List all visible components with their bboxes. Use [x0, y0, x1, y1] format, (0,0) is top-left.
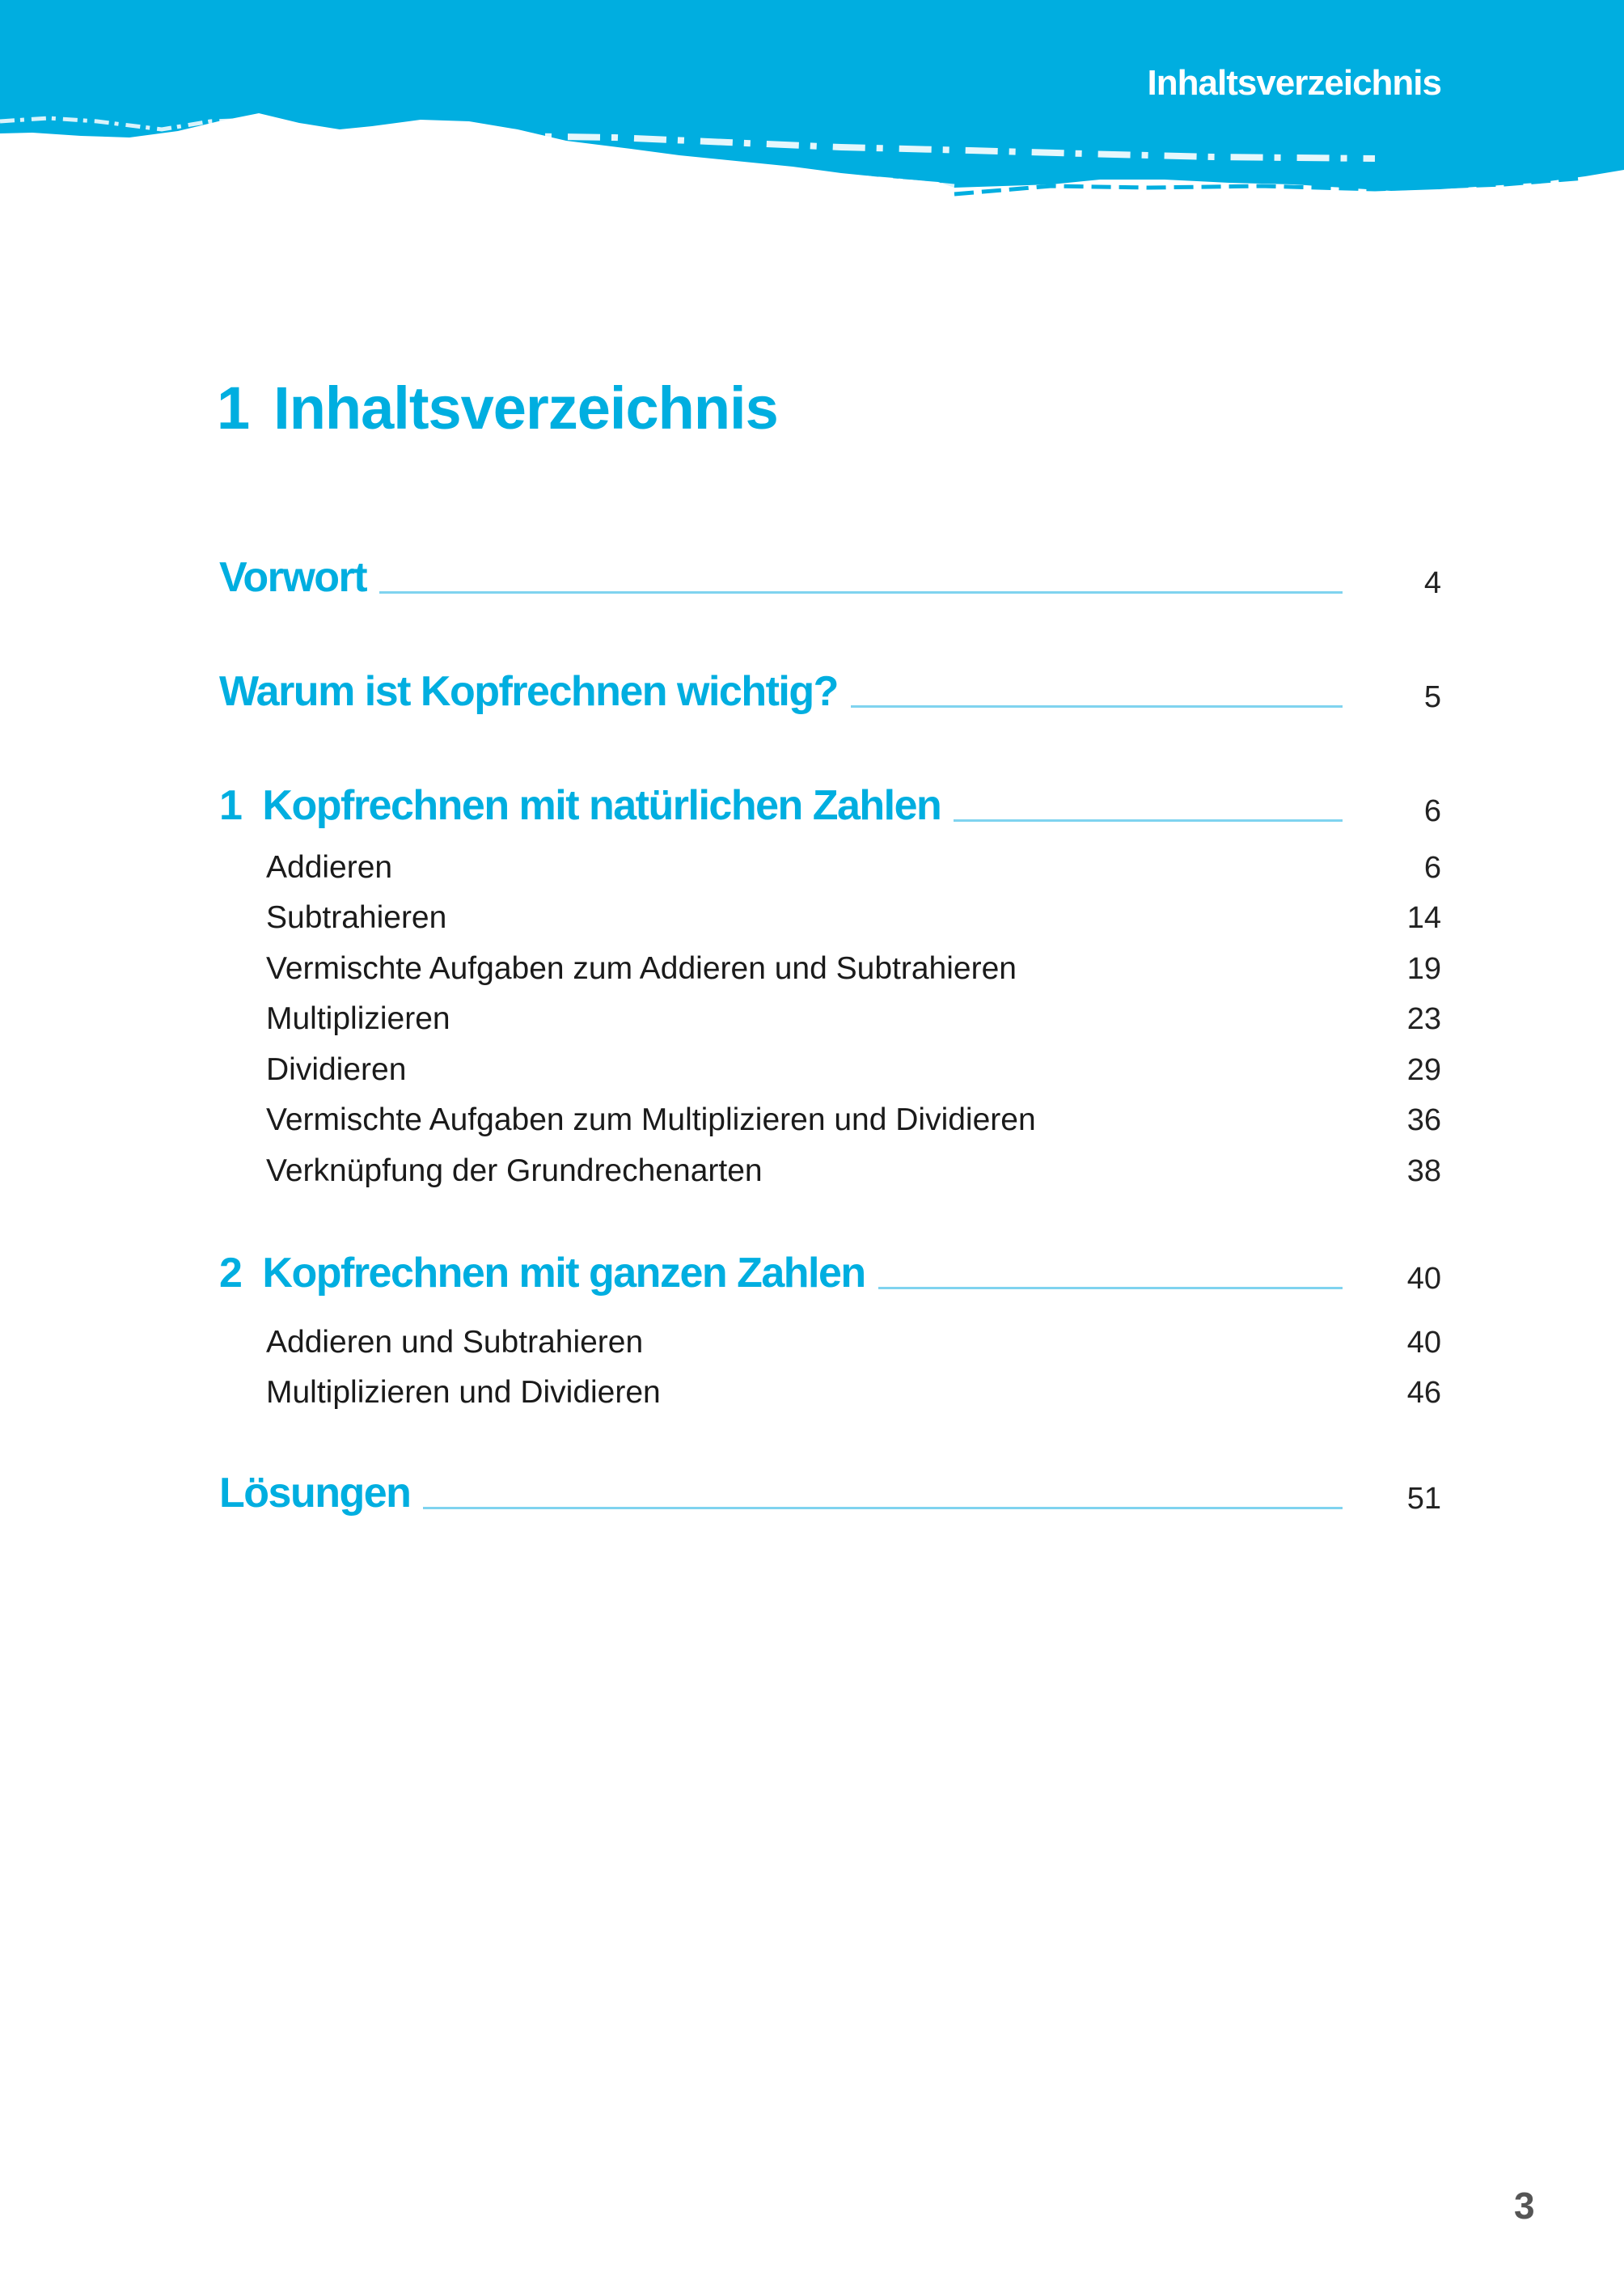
- leader-line: [954, 819, 1343, 822]
- leader-line: [878, 1287, 1343, 1289]
- toc-subentry-page: 46: [1406, 1376, 1441, 1410]
- toc-entry-label: Warum ist Kopfrechnen wichtig?: [219, 668, 838, 715]
- toc-subentry[interactable]: [266, 827, 1441, 883]
- page-title-text: Inhaltsverzeichnis: [273, 374, 778, 442]
- toc-subentry[interactable]: [266, 1352, 1441, 1408]
- toc-entry-page: 6: [1423, 794, 1441, 828]
- toc-entry-label: [219, 1250, 865, 1297]
- page-number: 3: [1514, 2185, 1535, 2227]
- toc-subentry[interactable]: [266, 1130, 1441, 1187]
- toc-subentry-page: 29: [1406, 1053, 1441, 1087]
- chapter-title: Kopfrechnen mit natürlichen Zahlen: [262, 782, 941, 829]
- toc-subentry[interactable]: [266, 978, 1441, 1034]
- page-title-number: 1: [217, 374, 250, 442]
- toc-subentry[interactable]: [266, 1029, 1441, 1085]
- toc-subentry-page: 38: [1406, 1154, 1441, 1188]
- toc-subentry-label: Vermischte Aufgaben zum Multiplizieren und Dividieren: [266, 1102, 1036, 1137]
- toc-entry-page: 51: [1406, 1482, 1441, 1516]
- toc-subentry[interactable]: [266, 928, 1441, 984]
- toc-subentry-label: Multiplizieren: [266, 1001, 450, 1036]
- chapter-number: 1: [219, 782, 242, 829]
- toc-subentry-label: Addieren und Subtrahieren: [266, 1325, 644, 1360]
- toc-entry-page: 5: [1423, 680, 1441, 714]
- toc-subentry[interactable]: [266, 1079, 1441, 1136]
- toc-subentry-label: Verknüpfung der Grundrechenarten: [266, 1153, 763, 1188]
- leader-line: [379, 591, 1343, 594]
- toc-subentry-page: 40: [1406, 1326, 1441, 1360]
- toc-subentry-page: 36: [1406, 1103, 1441, 1137]
- toc-entry-vorwort[interactable]: [219, 542, 1441, 599]
- leader-line: [423, 1507, 1343, 1509]
- toc-chapter-1[interactable]: [219, 770, 1441, 827]
- toc-subentry-page: 14: [1406, 901, 1441, 935]
- toc-subentry-label: Dividieren: [266, 1052, 407, 1087]
- toc-entry-page: 4: [1423, 566, 1441, 600]
- toc-subentry-page: 19: [1406, 952, 1441, 986]
- toc-entry-loesungen[interactable]: [219, 1457, 1441, 1517]
- toc-subentry[interactable]: [266, 877, 1441, 933]
- toc-entry-label: Lösungen: [219, 1470, 411, 1517]
- chapter-title: Kopfrechnen mit ganzen Zahlen: [262, 1250, 865, 1297]
- toc-subentry-page: 23: [1406, 1002, 1441, 1036]
- toc-subentry-label: Addieren: [266, 850, 393, 885]
- leader-line: [851, 705, 1343, 708]
- toc-subentry-label: Subtrahieren: [266, 900, 447, 935]
- toc-entry-page: 40: [1406, 1262, 1441, 1296]
- toc-subentry-page: 6: [1423, 851, 1441, 885]
- toc-subentry[interactable]: [266, 1301, 1441, 1358]
- toc-chapter-2[interactable]: [219, 1237, 1441, 1297]
- toc-entry-label: [219, 782, 941, 829]
- toc-entry-warum[interactable]: [219, 656, 1441, 713]
- page-title: [217, 374, 778, 442]
- chapter-number: 2: [219, 1250, 242, 1297]
- toc-entry-label: Vorwort: [219, 554, 367, 601]
- running-header-title: Inhaltsverzeichnis: [1147, 63, 1441, 103]
- toc-subentry-label: Multiplizieren und Dividieren: [266, 1375, 661, 1410]
- toc-subentry-label: Vermischte Aufgaben zum Addieren und Subtrahieren: [266, 951, 1017, 986]
